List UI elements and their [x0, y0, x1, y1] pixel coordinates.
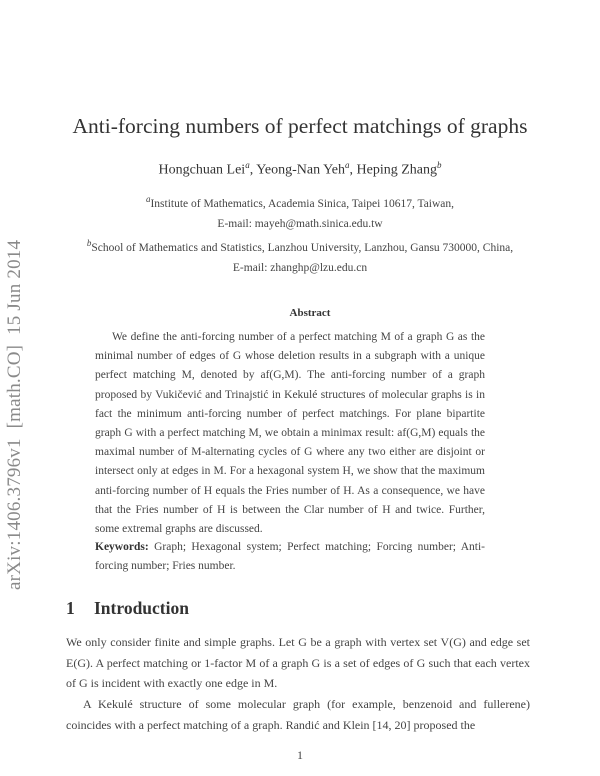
arxiv-identifier-stamp: arXiv:1406.3796v1 [math.CO] 15 Jun 2014 — [4, 239, 25, 590]
affil-email: E-mail: zhanghp@lzu.edu.cn — [232, 261, 368, 274]
abstract-heading: Abstract — [289, 307, 331, 319]
author-affil-marker: b — [436, 160, 442, 170]
keywords — [95, 538, 485, 576]
affiliation-a — [0, 189, 600, 234]
author-list: Hongchuan Lei$^a$, Yeong-Nan Yeh$^a$, Heping Zhang$^b$ — [158, 160, 442, 178]
page-number: 1 — [297, 748, 303, 762]
abstract-body: We define the anti-forcing number of a perfect matching M of a graph G as the minimal number of edges of G whose deletion results in a subgraph with a unique perfect matching M, denoted by af(G,M). The anti-forcing number of a graph proposed by Vukičević and Trinajstić in Kekulé structures of molecular graphs is in fact the minimum anti-forcing number of perfect matchings. For plane bipartite graph G with a perfect matching M, we obtain a minimax result: af(G,M) equals the maximal number of M-alternating cycles of G where any two either are disjoint or intersect only at edges in M. For a hexagonal system H, we show that the maximum anti-forcing number of H equals the Fries number of H. As a consequence, we have that the Fries number of H is between the Clar number of H and twice. Further, some extremal graphs are discussed. — [95, 331, 485, 536]
affil-text: School of Mathematics and Statistics, Lanzhou University, Lanzhou, Gansu 730000, China, — [91, 241, 514, 254]
author-name: Yeong-Nan Yeh — [256, 162, 345, 178]
affil-marker: a — [145, 194, 151, 204]
affiliation-b — [0, 233, 600, 278]
author-affil-marker: a — [245, 160, 250, 170]
paragraph: We only consider finite and simple graphs. Let G be a graph with vertex set V(G) and edge set E(G). A perfect matching or 1-factor M of a graph G is a set of edges of G such that each vertex of G is incident with exactly one edge in M. — [66, 635, 530, 690]
paragraph: A Kekulé structure of some molecular graph (for example, benzenoid and fullerene) coincides with a perfect matching of a graph. Randić and Klein [14, 20] proposed the — [66, 697, 530, 732]
affil-email: E-mail: mayeh@math.sinica.edu.tw — [217, 217, 383, 230]
section-title: Introduction — [94, 598, 189, 618]
keywords-label: Keywords: — [95, 541, 149, 553]
section-number: 1 — [66, 598, 75, 618]
author-name: Hongchuan Lei — [158, 162, 246, 178]
keywords-text: Graph; Hexagonal system; Perfect matching; Forcing number; Anti-forcing number; Fries number. — [95, 541, 486, 573]
author-name: Heping Zhang — [356, 162, 437, 178]
paper-title: Anti-forcing numbers of perfect matchings of graphs — [72, 114, 528, 138]
section-heading — [66, 598, 189, 619]
affil-text: Institute of Mathematics, Academia Sinica, Taipei 10617, Taiwan, — [150, 197, 455, 210]
affil-marker: b — [86, 238, 92, 248]
author-affil-marker: a — [345, 160, 350, 170]
